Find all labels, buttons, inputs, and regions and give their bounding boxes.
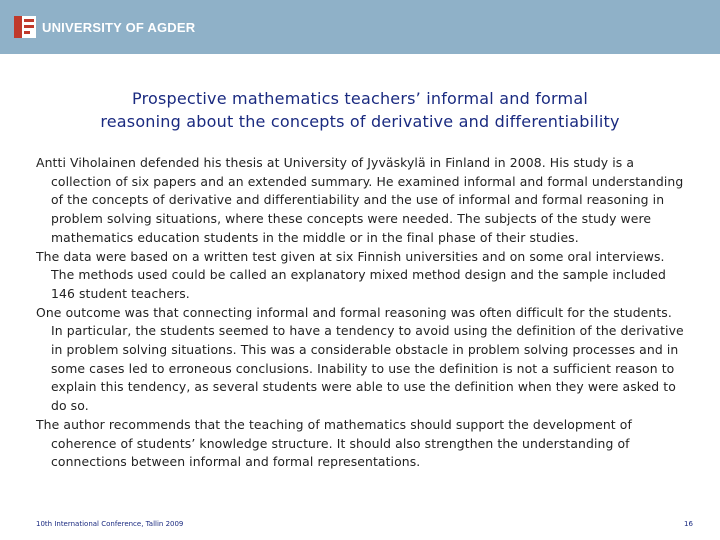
- header-bar: [0, 0, 720, 54]
- paragraph: The author recommends that the teaching of mathematics should support the development of coherence of students’ knowledge structure. It should also strengthen the understanding of connections between informal and formal representations.: [36, 416, 632, 470]
- university-logo: [14, 15, 195, 39]
- page-number: 16: [684, 520, 693, 528]
- paragraph: The data were based on a written test given at six Finnish universities and on some oral interviews. The methods used could be called an explanatory mixed method design and the sample included 146 student teachers.: [36, 248, 666, 301]
- footer-conference: 10th International Conference, Tallin 2009: [36, 520, 184, 528]
- logo-text: UNIVERSITY OF AGDER: [42, 19, 196, 35]
- university-logo-icon: [14, 16, 36, 38]
- paragraph: One outcome was that connecting informal and formal reasoning was often difficult for the students. In particular, the students seemed to have a tendency to avoid using the definition of the derivative in problem solving situations. This was a considerable obstacle in problem solving processes and in some cases led to erroneous conclusions. Inability to use the definition is not a sufficient reason to explain this tendency, as several students were able to use the definition when they were asked to do so.: [36, 304, 684, 414]
- paragraph: Antti Viholainen defended his thesis at University of Jyväskylä in Finland in 2008. His study is a collection of six papers and an extended summary. He examined informal and formal understanding of the concepts of derivative and differentiability and the use of informal and formal reasoning in problem solving situations, where these concepts were needed. The subjects of the study were mathematics education students in the middle or in the final phase of their studies.: [36, 155, 684, 245]
- slide-title: [30, 87, 690, 133]
- slide-body: [36, 154, 686, 472]
- slide-title-line-2: reasoning about the concepts of derivative and differentiability: [100, 112, 620, 131]
- slide-title-line-1: Prospective mathematics teachers’ informal and formal: [132, 89, 588, 108]
